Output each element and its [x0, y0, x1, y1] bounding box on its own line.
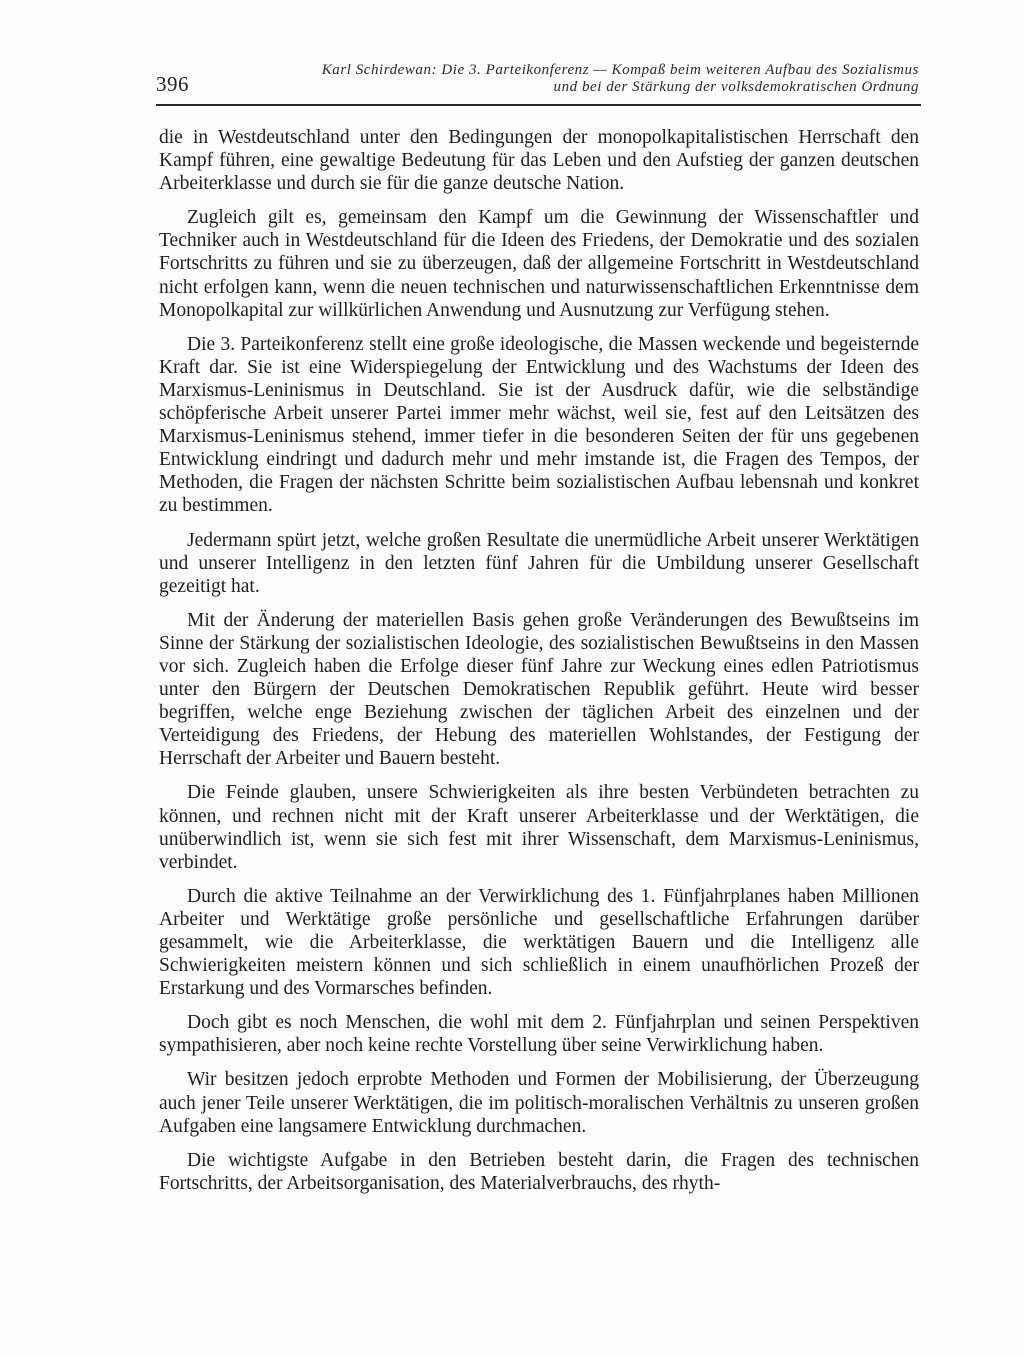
running-title [322, 62, 919, 96]
paragraph: Die wichtigste Aufgabe in den Betrieben besteht darin, die Fragen des technischen Fortschritts, der Arbeitsorganisation, des Materialverbrauchs, des rhyth- [159, 1149, 919, 1194]
paragraph: Doch gibt es noch Menschen, die wohl mit dem 2. Fünfjahrplan und seinen Perspektiven sympathisieren, aber noch keine rechte Vorstellung über seine Verwirklichung haben. [159, 1012, 919, 1057]
paragraph: Jedermann spürt jetzt, welche großen Resultate die unermüdliche Arbeit unserer Werktätigen und unserer Intelligenz in den letzten fünf Jahren für die Umbildung unserer Gesellschaft gezeitigt hat. [159, 529, 919, 597]
running-title-line-2: und bei der Stärkung der volksdemokratischen Ordnung [553, 79, 919, 95]
paragraph: Die Feinde glauben, unsere Schwierigkeiten als ihre besten Verbündeten betrachten zu können, und rechnen nicht mit der Kraft unserer Arbeiterklasse und der Werktätigen, die unüberwindlich ist, wenn sie sich fest mit ihrer Wissenschaft, dem Marxismus-Leninismus, verbindet. [159, 782, 919, 873]
running-title-line-1: Karl Schirdewan: Die 3. Parteikonferenz — Kompaß beim weiteren Aufbau des Sozialismus [321, 62, 919, 78]
paragraph: Durch die aktive Teilnahme an der Verwirklichung des 1. Fünfjahrplanes haben Millionen Arbeiter und Werktätige große persönliche und gesellschaftliche Erfahrungen darüber gesammelt, wie die Arbeiterklasse, die werktätigen Bauern und die Intelligenz alle Schwierigkeiten meistern können und sich schließlich in einem unaufhörlichen Prozeß der Erstarkung und des Vormarsches befinden. [159, 885, 919, 1000]
page-number: 396 [156, 72, 189, 96]
paragraph: die in Westdeutschland unter den Bedingungen der monopolkapitalistischen Herrschaft den Kampf führen, eine gewaltige Bedeutung für das Leben und den Aufstieg der ganzen deutschen Arbeiterklasse und durch sie für die ganze deutsche Nation. [159, 127, 919, 195]
body-text [159, 126, 919, 1195]
paragraph: Wir besitzen jedoch erprobte Methoden und Formen der Mobilisierung, der Überzeugung auch jener Teile unserer Werktätigen, die im politisch-moralischen Verhältnis zu unseren großen Aufgaben eine langsamere Entwicklung durchmachen. [159, 1069, 919, 1137]
paragraph: Die 3. Parteikonferenz stellt eine große ideologische, die Massen weckende und begeisternde Kraft dar. Sie ist eine Widerspiegelung der Entwicklung und des Wachstums der Ideen des Marxismus-Leninismus in Deutschland. Sie ist der Ausdruck dafür, wie die selbständige schöpferische Arbeit unserer Partei immer mehr wächst, weil sie, fest auf den Leitsätzen des Marxismus-Leninismus stehend, immer tiefer in die besonderen Seiten der für uns gegebenen Entwicklung eindringt und dadurch mehr und mehr imstande ist, die Fragen des Tempos, der Methoden, die Fragen der nächsten Schritte beim sozialistischen Aufbau lebensnah und konkret zu bestimmen. [159, 333, 919, 517]
paragraph: Zugleich gilt es, gemeinsam den Kampf um die Gewinnung der Wissenschaftler und Techniker auch in Westdeutschland für die Ideen des Friedens, der Demokratie und des sozialen Fortschritts zu führen und sie zu überzeugen, daß der allgemeine Fortschritt in Westdeutschland nicht erfolgen kann, wenn die neuen technischen und naturwissenschaftlichen Erkenntnisse dem Monopolkapital zur willkürlichen Anwendung und Ausnutzung zur Verfügung stehen. [159, 207, 919, 321]
paragraph: Mit der Änderung der materiellen Basis gehen große Veränderungen des Bewußtseins im Sinne der Stärkung der sozialistischen Ideologie, des sozialistischen Bewußtseins in den Massen vor sich. Zugleich haben die Erfolge dieser fünf Jahre zur Weckung eines edlen Patriotismus unter den Bürgern der Deutschen Demokratischen Republik geführt. Heute wird besser begriffen, welche enge Beziehung zwischen der täglichen Arbeit des einzelnen und der Verteidigung des Friedens, der Hebung des materiellen Wohlstandes, der Festigung der Herrschaft der Arbeiter und Bauern besteht. [159, 609, 919, 770]
page-header [156, 58, 921, 106]
